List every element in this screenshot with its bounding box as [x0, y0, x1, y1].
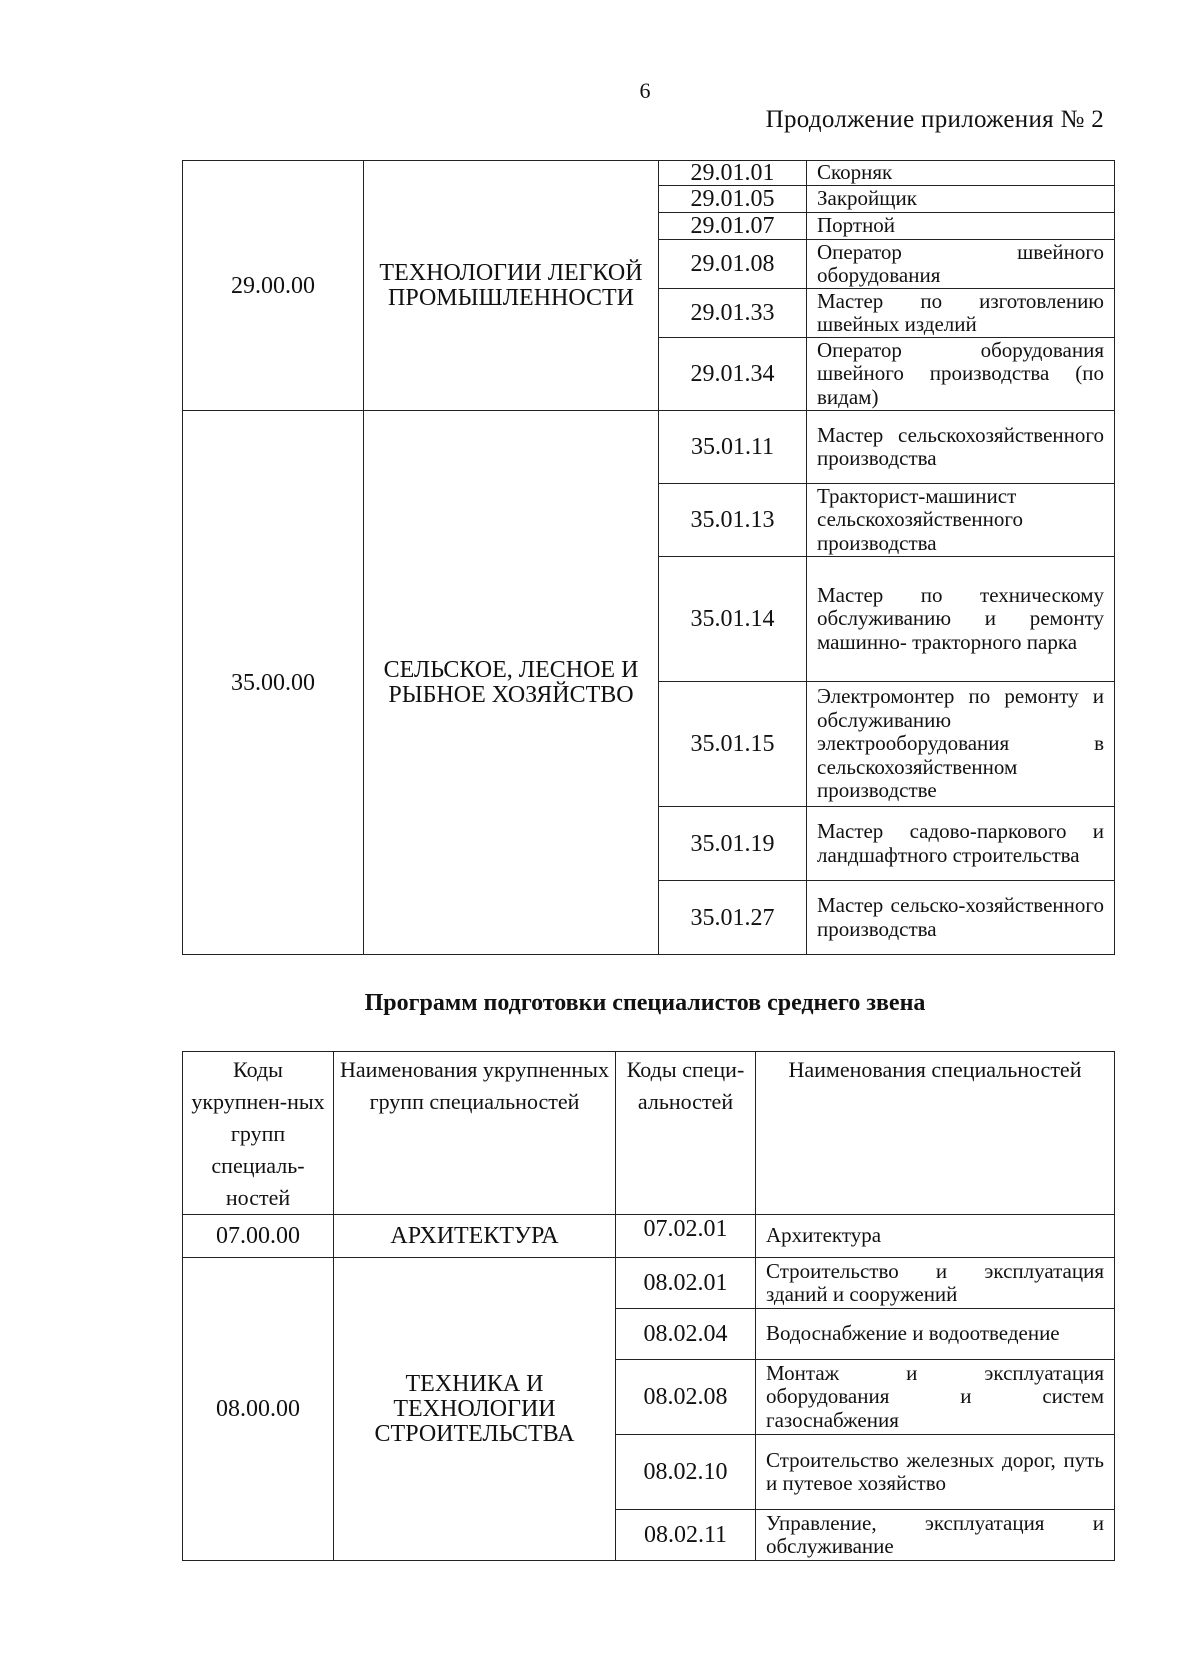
specialty-name: Монтаж и эксплуатация оборудования и систем газоснабжения	[756, 1360, 1115, 1435]
specialty-name: Управление, эксплуатация и обслуживание	[756, 1510, 1115, 1561]
group-name: ТЕХНОЛОГИИ ЛЕГКОЙ ПРОМЫШЛЕННОСТИ	[364, 161, 659, 411]
header-specialty-codes: Коды специ-альностей	[616, 1052, 756, 1215]
specialty-code: 08.02.01	[616, 1258, 756, 1309]
specialty-code: 29.01.33	[659, 289, 807, 338]
specialties-table	[182, 1051, 1115, 1561]
group-name: ТЕХНИКА И ТЕХНОЛОГИИ СТРОИТЕЛЬСТВА	[334, 1258, 616, 1561]
header-group-codes: Коды укрупнен-ных групп специаль-ностей	[183, 1052, 334, 1215]
specialty-name: Оператор оборудования швейного производства (по видам)	[807, 338, 1115, 411]
specialty-code: 35.01.11	[659, 411, 807, 484]
specialty-name: Строительство железных дорог, путь и путевое хозяйство	[756, 1435, 1115, 1510]
group-name: АРХИТЕКТУРА	[334, 1215, 616, 1258]
specialty-name: Тракторист-машинист сельскохозяйственного производства	[807, 484, 1115, 557]
specialty-code: 35.01.27	[659, 881, 807, 955]
specialty-code: 07.02.01	[616, 1215, 756, 1258]
professions-table	[182, 160, 1115, 955]
specialty-code: 29.01.34	[659, 338, 807, 411]
specialty-name: Мастер садово-паркового и ландшафтного строительства	[807, 807, 1115, 881]
specialty-name: Мастер сельскохозяйственного производства	[807, 411, 1115, 484]
group-code: 29.00.00	[183, 161, 364, 411]
specialty-name: Архитектура	[756, 1215, 1115, 1258]
group-name: СЕЛЬСКОЕ, ЛЕСНОЕ И РЫБНОЕ ХОЗЯЙСТВО	[364, 411, 659, 955]
specialty-code: 35.01.13	[659, 484, 807, 557]
specialty-name: Водоснабжение и водоотведение	[756, 1309, 1115, 1360]
specialty-name: Закройщик	[807, 186, 1115, 213]
specialty-name: Мастер сельско-хозяйственного производства	[807, 881, 1115, 955]
specialty-name: Строительство и эксплуатация зданий и сооружений	[756, 1258, 1115, 1309]
specialty-name: Скорняк	[807, 161, 1115, 186]
specialty-code: 29.01.08	[659, 240, 807, 289]
specialty-name: Портной	[807, 213, 1115, 240]
specialty-code: 29.01.07	[659, 213, 807, 240]
specialty-name: Мастер по изготовлению швейных изделий	[807, 289, 1115, 338]
specialty-name: Электромонтер по ремонту и обслуживанию электрооборудования в сельскохозяйственном производстве	[807, 682, 1115, 807]
specialty-code: 08.02.08	[616, 1360, 756, 1435]
specialty-code: 08.02.11	[616, 1510, 756, 1561]
specialty-code: 08.02.10	[616, 1435, 756, 1510]
specialty-code: 35.01.19	[659, 807, 807, 881]
section-title: Программ подготовки специалистов среднего звена	[364, 990, 926, 1016]
group-code: 35.00.00	[183, 411, 364, 955]
specialty-name: Оператор швейного оборудования	[807, 240, 1115, 289]
page-number: 6	[639, 78, 651, 103]
header-group-names: Наименования укрупненных групп специальностей	[334, 1052, 616, 1215]
specialty-code: 29.01.05	[659, 186, 807, 213]
header-specialty-names: Наименования специальностей	[756, 1052, 1115, 1215]
group-code: 08.00.00	[183, 1258, 334, 1561]
specialty-code: 35.01.14	[659, 557, 807, 682]
specialty-code: 29.01.01	[659, 161, 807, 186]
specialty-code: 35.01.15	[659, 682, 807, 807]
specialty-name: Мастер по техническому обслуживанию и ремонту машинно- тракторного парка	[807, 557, 1115, 682]
specialty-code: 08.02.04	[616, 1309, 756, 1360]
group-code: 07.00.00	[183, 1215, 334, 1258]
continuation-heading: Продолжение приложения № 2	[765, 106, 1104, 133]
